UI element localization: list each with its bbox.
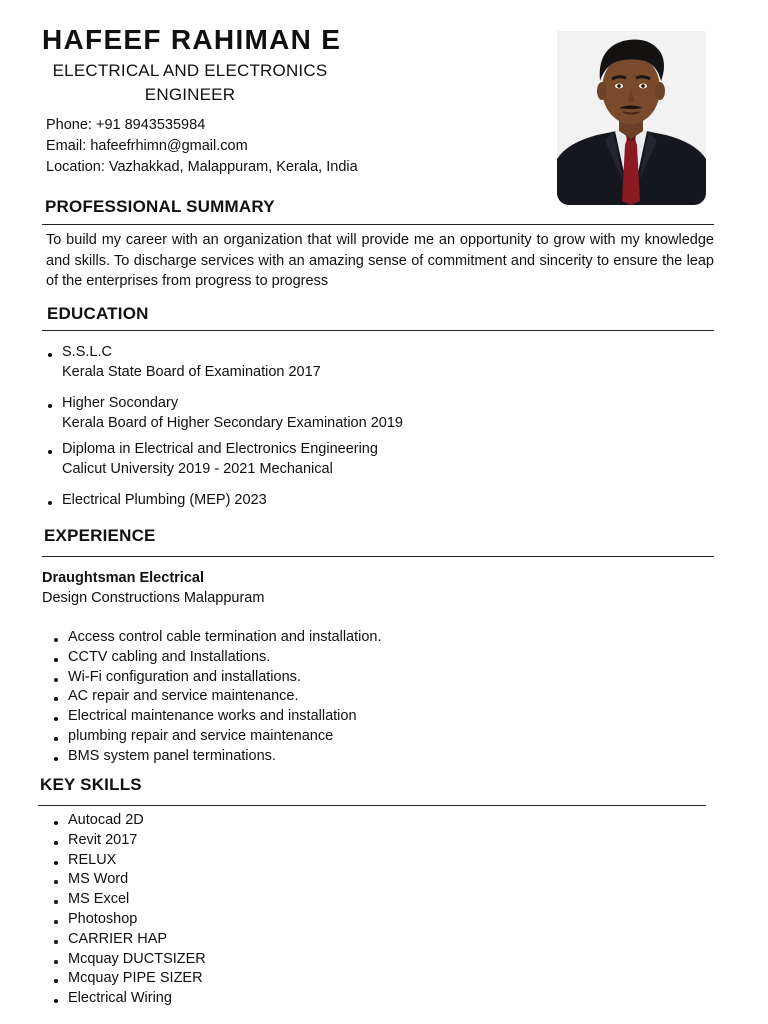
list-item: MS Word: [42, 870, 442, 890]
skills-divider: [38, 805, 706, 806]
education-divider: [42, 330, 714, 331]
education-item-detail: Kerala State Board of Examination 2017: [62, 364, 321, 380]
list-item: MS Excel: [42, 890, 442, 910]
education-item: [62, 342, 321, 382]
education-item: [62, 393, 403, 433]
education-heading: EDUCATION: [47, 304, 149, 323]
duties-list: [42, 628, 642, 767]
bullet-icon: [48, 450, 52, 454]
education-item-title: Diploma in Electrical and Electronics Engineering: [62, 441, 378, 457]
list-item: Photoshop: [42, 910, 442, 930]
list-item: RELUX: [42, 851, 442, 871]
education-item: [62, 490, 267, 510]
list-item: Electrical maintenance works and installation: [42, 707, 642, 727]
job-company: Design Constructions Malappuram: [42, 590, 265, 606]
summary-text: To build my career with an organization that will provide me an opportunity to grow with my knowledge and skills. To discharge services with an amazing sense of commitment and sincerity to ensure the leap of the enterprises from progress to progress: [46, 232, 714, 289]
bullet-icon: [48, 404, 52, 408]
list-item: Revit 2017: [42, 831, 442, 851]
list-item: plumbing repair and service maintenance: [42, 727, 642, 747]
skills-list: [42, 811, 442, 1009]
bullet-icon: [48, 501, 52, 505]
experience-heading: EXPERIENCE: [44, 526, 156, 545]
list-item: Autocad 2D: [42, 811, 442, 831]
list-item: Mcquay DUCTSIZER: [42, 950, 442, 970]
location-line: Location: Vazhakkad, Malappuram, Kerala, India: [46, 159, 358, 175]
experience-divider: [42, 556, 714, 557]
list-item: CARRIER HAP: [42, 930, 442, 950]
list-item: AC repair and service maintenance.: [42, 687, 642, 707]
education-item-title: Higher Socondary: [62, 395, 179, 411]
list-item: Mcquay PIPE SIZER: [42, 969, 442, 989]
education-item-detail: Calicut University 2019 - 2021 Mechanical: [62, 461, 333, 477]
education-item-title: Electrical Plumbing (MEP) 2023: [62, 492, 267, 508]
candidate-name: HAFEEF RAHIMAN E: [42, 24, 342, 55]
list-item: CCTV cabling and Installations.: [42, 648, 642, 668]
education-item: [62, 439, 378, 479]
list-item: Electrical Wiring: [42, 989, 442, 1009]
list-item: Access control cable termination and installation.: [42, 628, 642, 648]
job-title: Draughtsman Electrical: [42, 570, 204, 586]
summary-divider: [42, 224, 714, 225]
education-item-detail: Kerala Board of Higher Secondary Examination 2019: [62, 415, 403, 431]
list-item: BMS system panel terminations.: [42, 747, 642, 767]
education-item-title: S.S.L.C: [62, 344, 112, 360]
list-item: Wi-Fi configuration and installations.: [42, 668, 642, 688]
profile-photo: [557, 31, 706, 205]
summary-heading: PROFESSIONAL SUMMARY: [45, 197, 275, 216]
bullet-icon: [48, 353, 52, 357]
phone-line: Phone: +91 8943535984: [46, 117, 206, 133]
candidate-role: ELECTRICAL AND ELECTRONICS ENGINEER: [52, 61, 328, 104]
skills-heading: KEY SKILLS: [40, 775, 142, 794]
email-line: Email: hafeefrhimn@gmail.com: [46, 138, 248, 154]
